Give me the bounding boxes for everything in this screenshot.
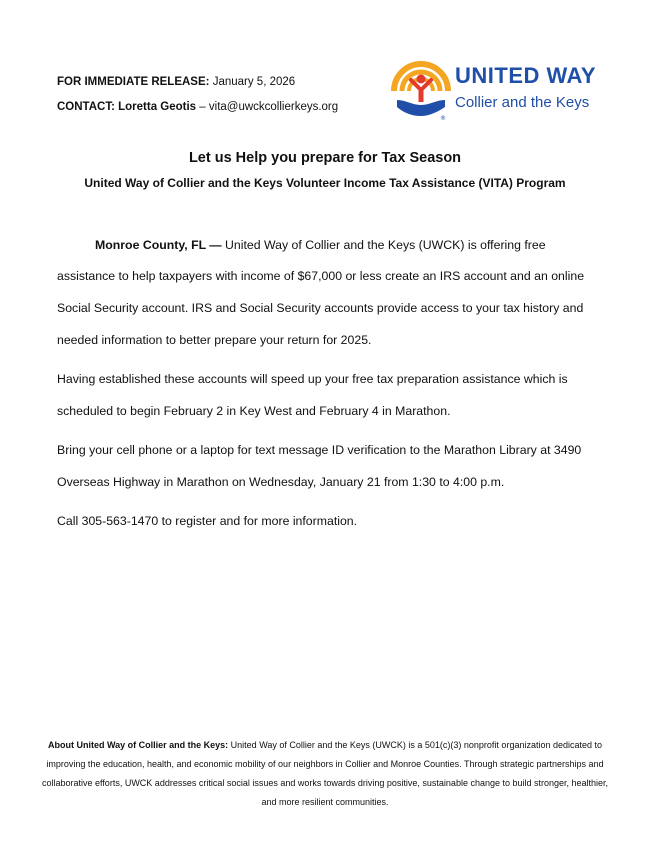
svg-text:®: ® [440,115,446,122]
paragraph-2-line-1: Having established these accounts will speed up your free tax preparation assistance which is [57,372,568,386]
contact-name: Loretta Geotis [118,101,197,113]
paragraph-3-line-1: Bring your cell phone or a laptop for text message ID verification to the Marathon Library at 3490 [57,443,582,457]
footer-text: United Way of Collier and the Keys (UWCK) is a 501(c)(3) nonprofit organization dedicated to improving the education, health, and economic mobility of our neighbors in Collier and Monroe Counties. Through strategic partnerships and collaborative efforts, UWCK addresses critical social issues and works towards driving positive, sustainable change to build stronger, healthier, and more resilient communities. [41,740,609,807]
release-date: January 5, 2026 [212,76,296,88]
dateline: Monroe County, FL — [95,238,222,252]
paragraph-1-line-4: needed information to better prepare your return for 2025. [57,333,372,347]
contact-line [57,101,338,113]
paragraph-3-line-2: Overseas Highway in Marathon on Wednesday, January 21 from 1:30 to 4:00 p.m. [57,475,505,489]
logo-subtitle: Collier and the Keys [455,94,590,111]
release-label: FOR IMMEDIATE RELEASE: [57,76,210,88]
united-way-logo [390,60,605,122]
paragraph-1-line-1 [95,238,546,252]
logo-brand-text: UNITED WAY [455,63,597,88]
contact-separator: – [196,101,209,113]
contact-email[interactable]: vita@uwckcollierkeys.org [208,101,339,113]
subheadline: United Way of Collier and the Keys Volunteer Income Tax Assistance (VITA) Program [84,176,566,190]
release-line [57,76,295,88]
paragraph-2-line-2: scheduled to begin February 2 in Key West and February 4 in Marathon. [57,404,451,418]
paragraph-4: Call 305-563-1470 to register and for more information. [57,514,358,528]
united-way-hand-person-rainbow-icon [390,60,452,122]
footer-label: About United Way of Collier and the Keys: [47,740,229,750]
contact-label: CONTACT: [57,101,115,113]
about-footer [40,736,610,812]
headline: Let us Help you prepare for Tax Season [188,150,462,166]
paragraph-text: United Way of Collier and the Keys (UWCK) is offering free [221,238,546,252]
paragraph-1-line-2: assistance to help taxpayers with income of $67,000 or less create an IRS account and an online [57,269,585,283]
paragraph-1-line-3: Social Security account. IRS and Social Security accounts provide access to your tax history and [57,301,584,315]
